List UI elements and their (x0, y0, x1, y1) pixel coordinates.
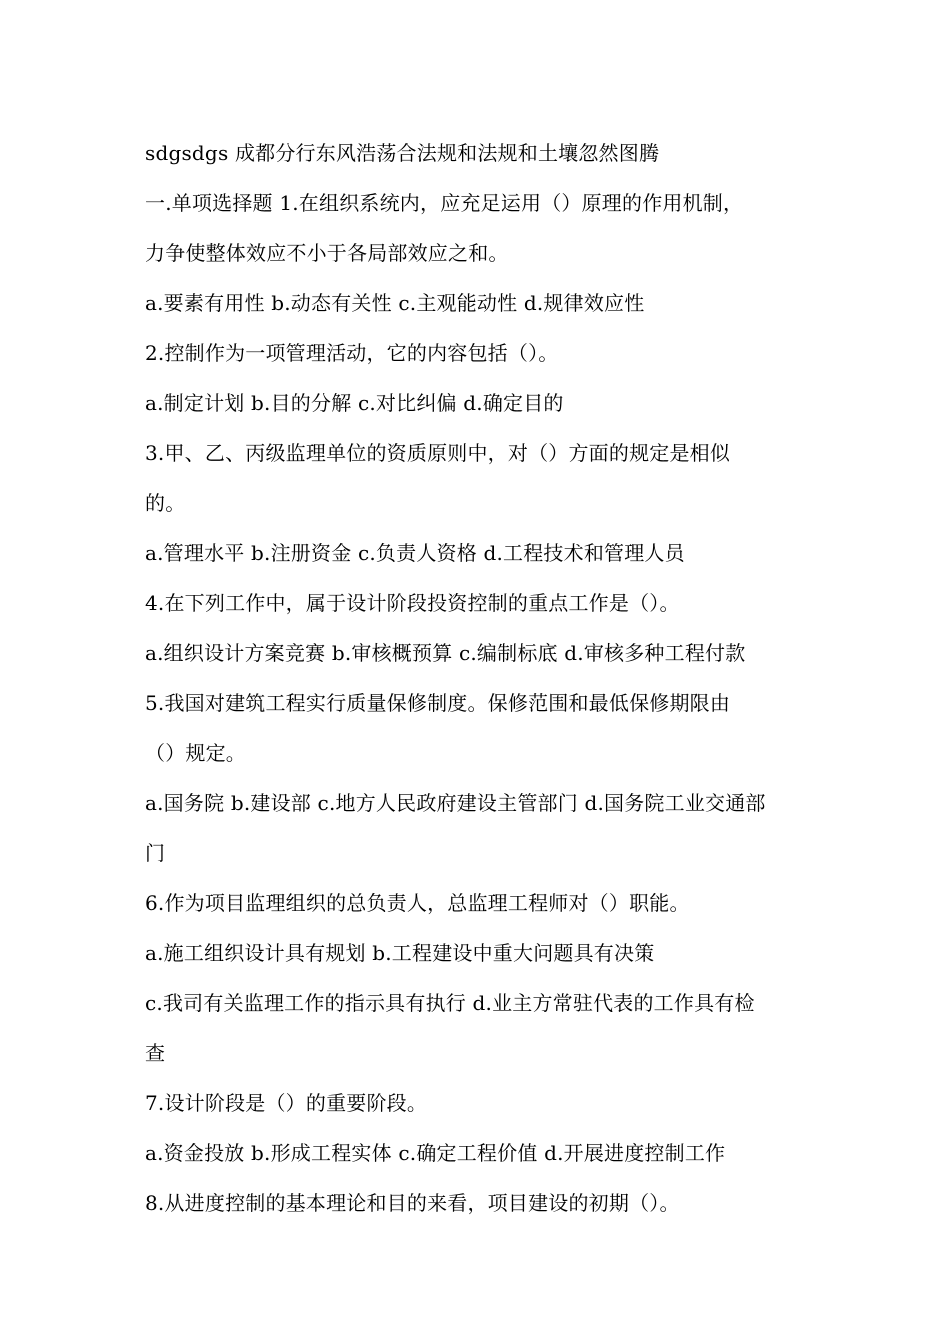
question-7-line: 7.设计阶段是（）的重要阶段。 (145, 1091, 428, 1115)
question-4-options: a.组织设计方案竞赛 b.审核概预算 c.编制标底 d.审核多种工程付款 (145, 641, 746, 665)
question-6-options-line-1: a.施工组织设计具有规划 b.工程建设中重大问题具有决策 (145, 941, 655, 965)
question-6-line: 6.作为项目监理组织的总负责人，总监理工程师对（）职能。 (145, 891, 690, 915)
document-body (145, 128, 815, 1228)
question-6-options-line-3: 查 (145, 1041, 166, 1065)
question-8-line: 8.从进度控制的基本理论和目的来看，项目建设的初期（）。 (145, 1191, 680, 1215)
question-6-options-line-2: c.我司有关监理工作的指示具有执行 d.业主方常驻代表的工作具有检 (145, 991, 755, 1015)
question-1-options: a.要素有用性 b.动态有关性 c.主观能动性 d.规律效应性 (145, 291, 645, 315)
document-heading-line: sdgsdgs 成都分行东风浩荡合法规和法规和土壤忽然图腾 (145, 141, 660, 165)
question-2-options: a.制定计划 b.目的分解 c.对比纠偏 d.确定目的 (145, 391, 564, 415)
question-2-line: 2.控制作为一项管理活动，它的内容包括（）。 (145, 341, 559, 365)
question-7-options: a.资金投放 b.形成工程实体 c.确定工程价值 d.开展进度控制工作 (145, 1141, 726, 1165)
question-5-options-line-1: a.国务院 b.建设部 c.地方人民政府建设主管部门 d.国务院工业交通部 (145, 791, 766, 815)
question-3-options: a.管理水平 b.注册资金 c.负责人资格 d.工程技术和管理人员 (145, 541, 685, 565)
question-5-line-2: （）规定。 (145, 741, 246, 765)
question-5-line-1: 5.我国对建筑工程实行质量保修制度。保修范围和最低保修期限由 (145, 691, 731, 715)
question-3-line-2: 的。 (145, 491, 186, 515)
question-1-line-2: 力争使整体效应不小于各局部效应之和。 (145, 241, 509, 265)
question-5-options-line-2: 门 (145, 841, 166, 865)
question-4-line: 4.在下列工作中，属于设计阶段投资控制的重点工作是（）。 (145, 591, 680, 615)
question-1-line-1: 一.单项选择题 1.在组织系统内，应充足运用（）原理的作用机制， (145, 191, 744, 215)
question-3-line-1: 3.甲、乙、丙级监理单位的资质原则中，对（）方面的规定是相似 (145, 441, 731, 465)
